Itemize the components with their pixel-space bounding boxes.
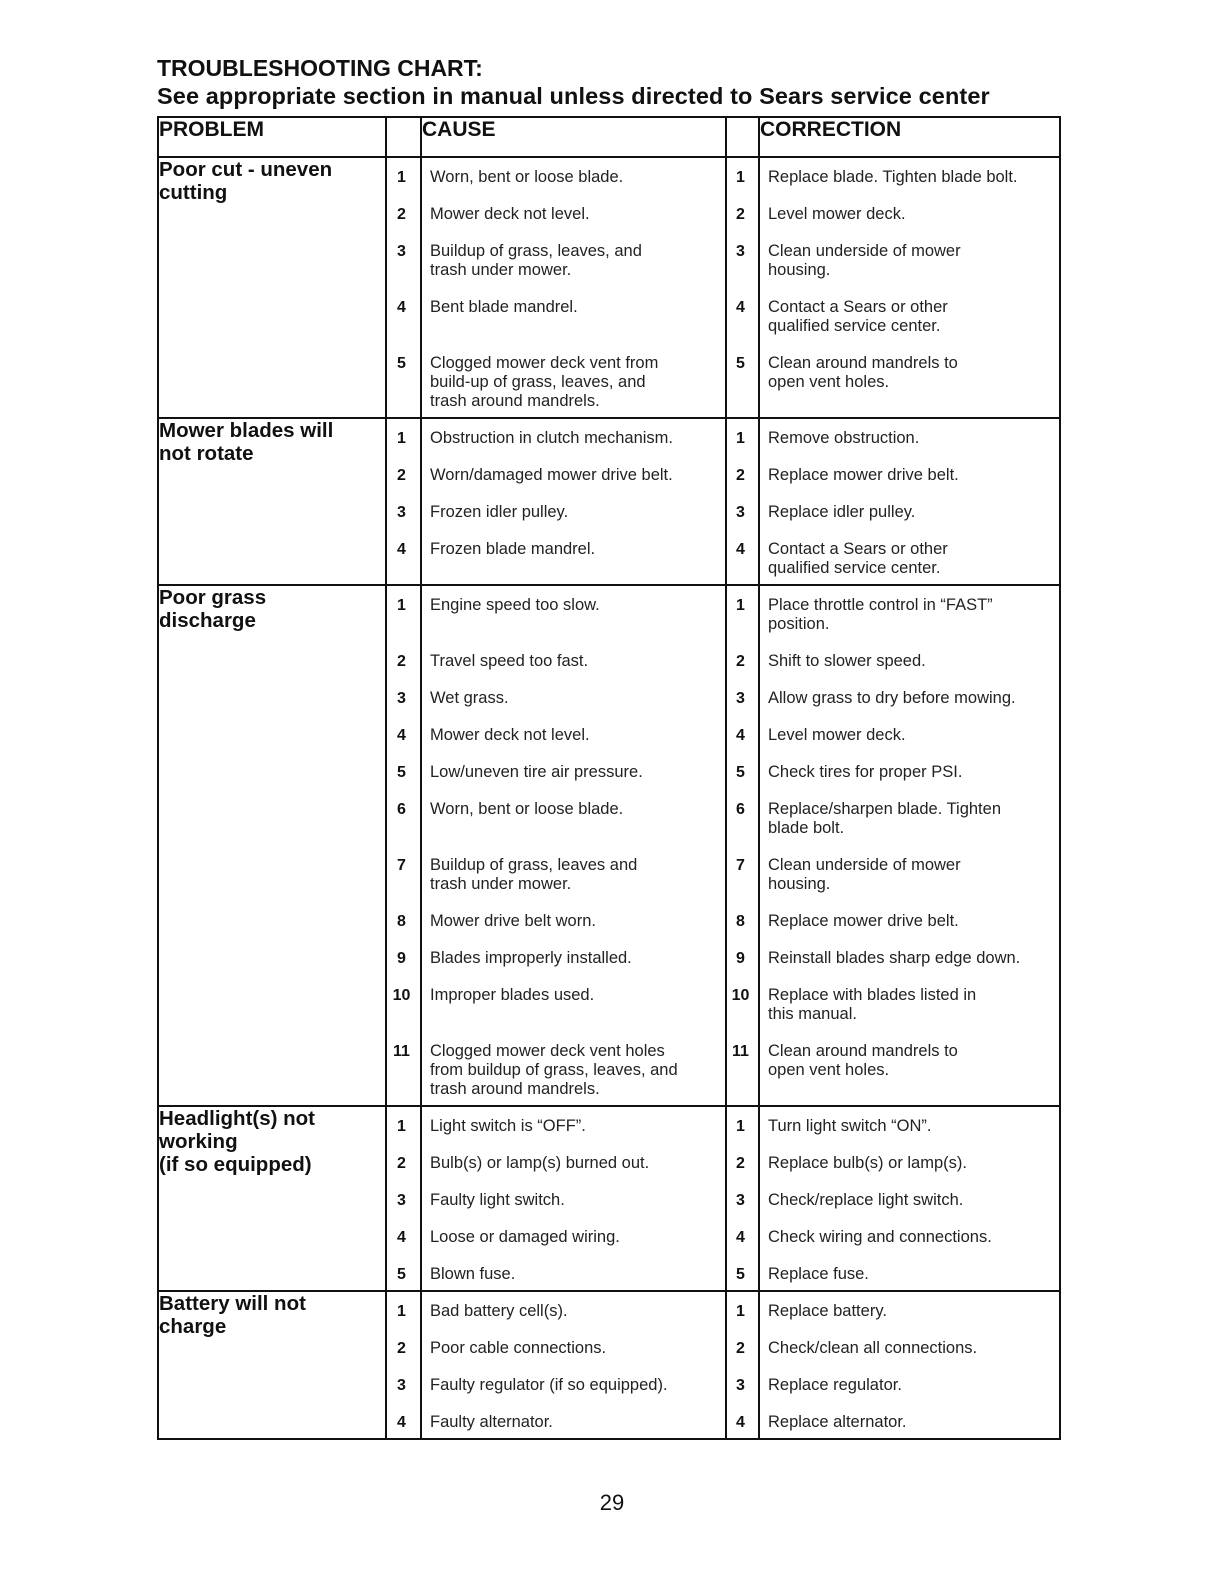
table-row <box>158 585 1060 1106</box>
cause-number: 10 <box>392 987 411 1004</box>
cause-number: 5 <box>397 1266 406 1283</box>
cause-number: 3 <box>397 1192 406 1209</box>
correction-text <box>760 652 1059 671</box>
correction-number: 3 <box>736 1377 745 1394</box>
cause-text <box>422 354 725 411</box>
header-row <box>158 117 1060 157</box>
cause-text-line: Blown fuse. <box>430 1265 516 1283</box>
correction-text-line: Clean around mandrels to <box>768 354 958 372</box>
correction-text <box>760 503 1059 522</box>
correction-text-line: Contact a Sears or other <box>768 298 948 316</box>
correction-text-line: Replace battery. <box>768 1302 887 1320</box>
correction-text-line: Replace idler pulley. <box>768 503 916 521</box>
cause-text <box>422 1154 725 1173</box>
correction-text-cell <box>759 418 1060 585</box>
cause-text-line: Clogged mower deck vent from <box>430 354 659 372</box>
correction-text <box>760 596 1059 634</box>
chart-title <box>157 54 990 110</box>
cause-text-line: Blades improperly installed. <box>430 949 632 967</box>
correction-text-line: Replace regulator. <box>768 1376 902 1394</box>
cause-text-cell <box>421 157 726 418</box>
cause-number: 4 <box>397 727 406 744</box>
correction-text <box>760 763 1059 782</box>
correction-number: 4 <box>736 299 745 316</box>
cause-text <box>422 800 725 838</box>
cause-text-line: Buildup of grass, leaves and <box>430 856 638 874</box>
problem-cell <box>158 418 386 585</box>
correction-number: 3 <box>736 243 745 260</box>
cause-text-line: Faulty regulator (if so equipped). <box>430 1376 668 1394</box>
correction-number: 4 <box>736 1414 745 1431</box>
correction-text <box>760 1339 1059 1358</box>
correction-number-cell <box>726 1106 759 1291</box>
cause-number: 1 <box>397 1303 406 1320</box>
problem-text: discharge <box>159 609 256 632</box>
correction-number: 1 <box>736 597 745 614</box>
cause-text <box>422 540 725 578</box>
cause-number: 1 <box>397 169 406 186</box>
correction-number: 1 <box>736 1303 745 1320</box>
correction-number-cell <box>726 1291 759 1439</box>
correction-text-line: Reinstall blades sharp edge down. <box>768 949 1021 967</box>
correction-text-line: Replace/sharpen blade. Tighten <box>768 800 1001 818</box>
correction-header: CORRECTION <box>759 117 1060 157</box>
table-body <box>158 157 1060 1439</box>
correction-number: 6 <box>736 801 745 818</box>
cause-text-line: Mower deck not level. <box>430 205 590 223</box>
table-row <box>158 1106 1060 1291</box>
cause-text-line: Wet grass. <box>430 689 509 707</box>
cause-text-cell <box>421 418 726 585</box>
cause-text <box>422 298 725 336</box>
correction-text <box>760 1302 1059 1321</box>
correction-text <box>760 1413 1059 1432</box>
cause-text-line: Low/uneven tire air pressure. <box>430 763 643 781</box>
correction-text-line: Shift to slower speed. <box>768 652 926 670</box>
problem-text: Headlight(s) not <box>159 1107 316 1130</box>
correction-number: 2 <box>736 1155 745 1172</box>
correction-number: 5 <box>736 1266 745 1283</box>
problem-text: Poor cut - uneven <box>159 158 333 181</box>
problem-header: PROBLEM <box>158 117 386 157</box>
cause-text-line: Bad battery cell(s). <box>430 1302 568 1320</box>
correction-text <box>760 242 1059 280</box>
correction-text <box>760 856 1059 894</box>
cause-text-line: Light switch is “OFF”. <box>430 1117 586 1135</box>
cause-number: 2 <box>397 1340 406 1357</box>
cause-text-line: Loose or damaged wiring. <box>430 1228 620 1246</box>
cause-text <box>422 1042 725 1099</box>
cause-text-line: Buildup of grass, leaves, and <box>430 242 642 260</box>
problem-text: cutting <box>159 181 228 204</box>
correction-text <box>760 1117 1059 1136</box>
correction-number: 1 <box>736 169 745 186</box>
correction-number-cell <box>726 157 759 418</box>
correction-number: 4 <box>736 727 745 744</box>
correction-number: 4 <box>736 541 745 558</box>
cause-text <box>422 1228 725 1247</box>
correction-text-line: Check tires for proper PSI. <box>768 763 963 781</box>
cause-number: 2 <box>397 1155 406 1172</box>
cause-number-cell <box>386 418 421 585</box>
correction-text-line: Check/replace light switch. <box>768 1191 964 1209</box>
correction-number: 2 <box>736 1340 745 1357</box>
cause-text <box>422 949 725 968</box>
cause-text-line: Mower deck not level. <box>430 726 590 744</box>
correction-text <box>760 689 1059 708</box>
cause-number: 2 <box>397 653 406 670</box>
cause-text <box>422 856 725 894</box>
problem-cell <box>158 585 386 1106</box>
cause-text-line: Obstruction in clutch mechanism. <box>430 429 674 447</box>
cause-number: 4 <box>397 1229 406 1246</box>
cause-text-line: Bent blade mandrel. <box>430 298 578 316</box>
problem-text: (if so equipped) <box>159 1153 312 1176</box>
correction-text <box>760 354 1059 411</box>
correction-text-line: housing. <box>768 261 831 279</box>
cause-text <box>422 205 725 224</box>
cause-number: 5 <box>397 764 406 781</box>
correction-text-cell <box>759 157 1060 418</box>
correction-text <box>760 1042 1059 1099</box>
cause-number: 1 <box>397 597 406 614</box>
cause-number: 2 <box>397 467 406 484</box>
cause-text-line: Worn/damaged mower drive belt. <box>430 466 673 484</box>
problem-cell <box>158 1291 386 1439</box>
cause-text-line: Frozen idler pulley. <box>430 503 569 521</box>
correction-text <box>760 986 1059 1024</box>
correction-text <box>760 168 1059 187</box>
cause-text-line: Worn, bent or loose blade. <box>430 168 624 186</box>
problem-text: Poor grass <box>159 586 267 609</box>
cause-number: 4 <box>397 541 406 558</box>
correction-number-header <box>726 117 759 157</box>
page-number: 29 <box>599 1490 625 1515</box>
correction-text-line: qualified service center. <box>768 317 941 335</box>
correction-text-line: open vent holes. <box>768 373 890 391</box>
table-row <box>158 1291 1060 1439</box>
correction-text <box>760 912 1059 931</box>
title-line-2: See appropriate section in manual unless directed to Sears service center <box>157 83 990 109</box>
cause-number-cell <box>386 157 421 418</box>
correction-text <box>760 800 1059 838</box>
correction-text-line: Place throttle control in “FAST” <box>768 596 993 614</box>
correction-text-line: Replace alternator. <box>768 1413 907 1431</box>
correction-text-line: open vent holes. <box>768 1061 890 1079</box>
cause-number: 4 <box>397 299 406 316</box>
correction-text <box>760 1376 1059 1395</box>
problem-text: Mower blades will <box>159 419 334 442</box>
title-line-1: TROUBLESHOOTING CHART: <box>157 55 483 81</box>
correction-number: 4 <box>736 1229 745 1246</box>
correction-number-cell <box>726 585 759 1106</box>
correction-number: 2 <box>736 467 745 484</box>
correction-text <box>760 1154 1059 1173</box>
cause-text <box>422 986 725 1024</box>
cause-number: 3 <box>397 1377 406 1394</box>
correction-text-cell <box>759 1106 1060 1291</box>
cause-text-line: from buildup of grass, leaves, and <box>430 1061 678 1079</box>
correction-number: 3 <box>736 1192 745 1209</box>
cause-text-line: Bulb(s) or lamp(s) burned out. <box>430 1154 650 1172</box>
cause-number-cell <box>386 1291 421 1439</box>
correction-number-cell <box>726 418 759 585</box>
cause-text <box>422 1302 725 1321</box>
cause-text <box>422 466 725 485</box>
correction-text-line: blade bolt. <box>768 819 845 837</box>
cause-text-line: Worn, bent or loose blade. <box>430 800 624 818</box>
cause-number: 3 <box>397 504 406 521</box>
correction-number: 1 <box>736 430 745 447</box>
cause-text-cell <box>421 1106 726 1291</box>
correction-text-line: Replace bulb(s) or lamp(s). <box>768 1154 967 1172</box>
correction-text <box>760 726 1059 745</box>
cause-number: 3 <box>397 690 406 707</box>
problem-text: working <box>159 1130 238 1153</box>
cause-text <box>422 1413 725 1432</box>
correction-number: 2 <box>736 653 745 670</box>
correction-text-line: Clean underside of mower <box>768 242 961 260</box>
correction-text-line: Replace blade. Tighten blade bolt. <box>768 168 1018 186</box>
cause-text <box>422 689 725 708</box>
problem-text: Battery will not <box>159 1292 306 1315</box>
correction-number: 5 <box>736 764 745 781</box>
correction-text-line: Contact a Sears or other <box>768 540 948 558</box>
cause-number: 4 <box>397 1414 406 1431</box>
cause-header: CAUSE <box>421 117 726 157</box>
cause-text <box>422 429 725 448</box>
cause-text <box>422 503 725 522</box>
correction-text-line: Check wiring and connections. <box>768 1228 992 1246</box>
correction-text-line: Remove obstruction. <box>768 429 920 447</box>
cause-number: 8 <box>397 913 406 930</box>
correction-text <box>760 1191 1059 1210</box>
cause-text-line: Faulty light switch. <box>430 1191 565 1209</box>
cause-text <box>422 912 725 931</box>
cause-text <box>422 652 725 671</box>
correction-number: 7 <box>736 857 745 874</box>
cause-number-header <box>386 117 421 157</box>
cause-text <box>422 168 725 187</box>
cause-text-line: build-up of grass, leaves, and <box>430 373 646 391</box>
cause-text <box>422 242 725 280</box>
correction-text-line: housing. <box>768 875 831 893</box>
correction-text-line: Level mower deck. <box>768 205 906 223</box>
correction-text-line: Replace mower drive belt. <box>768 912 959 930</box>
cause-text <box>422 596 725 634</box>
correction-number: 1 <box>736 1118 745 1135</box>
correction-text <box>760 1265 1059 1284</box>
problem-text: charge <box>159 1315 227 1338</box>
cause-text-line: trash around mandrels. <box>430 392 600 410</box>
cause-text-line: trash under mower. <box>430 875 572 893</box>
correction-text-line: Replace with blades listed in <box>768 986 977 1004</box>
correction-text-line: qualified service center. <box>768 559 941 577</box>
cause-text <box>422 726 725 745</box>
cause-text-line: trash around mandrels. <box>430 1080 600 1098</box>
problem-text: not rotate <box>159 442 254 465</box>
cause-text <box>422 1339 725 1358</box>
correction-text <box>760 949 1059 968</box>
correction-number: 9 <box>736 950 745 967</box>
cause-number: 1 <box>397 1118 406 1135</box>
correction-text-line: Check/clean all connections. <box>768 1339 978 1357</box>
cause-number: 7 <box>397 857 406 874</box>
cause-text-line: Faulty alternator. <box>430 1413 553 1431</box>
table-row <box>158 418 1060 585</box>
correction-number: 3 <box>736 504 745 521</box>
cause-number: 1 <box>397 430 406 447</box>
correction-text-cell <box>759 585 1060 1106</box>
cause-number-cell <box>386 585 421 1106</box>
cause-text-cell <box>421 585 726 1106</box>
cause-number: 9 <box>397 950 406 967</box>
correction-text-line: this manual. <box>768 1005 857 1023</box>
correction-number: 2 <box>736 206 745 223</box>
correction-number: 11 <box>732 1043 749 1060</box>
correction-text-line: Clean underside of mower <box>768 856 961 874</box>
cause-number-cell <box>386 1106 421 1291</box>
correction-text-line: Clean around mandrels to <box>768 1042 958 1060</box>
cause-number: 2 <box>397 206 406 223</box>
cause-text-line: Improper blades used. <box>430 986 595 1004</box>
correction-number: 5 <box>736 355 745 372</box>
correction-text <box>760 540 1059 578</box>
cause-number: 6 <box>397 801 406 818</box>
troubleshooting-table <box>157 116 1061 1440</box>
cause-number: 3 <box>397 243 406 260</box>
cause-text-line: Frozen blade mandrel. <box>430 540 596 558</box>
cause-text-cell <box>421 1291 726 1439</box>
correction-text-line: Allow grass to dry before mowing. <box>768 689 1016 707</box>
correction-text-line: position. <box>768 615 830 633</box>
correction-text <box>760 205 1059 224</box>
correction-text <box>760 466 1059 485</box>
correction-number: 3 <box>736 690 745 707</box>
correction-text-line: Turn light switch “ON”. <box>768 1117 932 1135</box>
cause-number: 11 <box>393 1043 410 1060</box>
cause-text <box>422 1265 725 1284</box>
problem-cell <box>158 157 386 418</box>
cause-text-line: Travel speed too fast. <box>430 652 589 670</box>
cause-text-line: Engine speed too slow. <box>430 596 600 614</box>
correction-number: 8 <box>736 913 745 930</box>
correction-number: 10 <box>731 987 750 1004</box>
cause-text-line: Mower drive belt worn. <box>430 912 596 930</box>
problem-cell <box>158 1106 386 1291</box>
correction-text-cell <box>759 1291 1060 1439</box>
cause-text <box>422 1376 725 1395</box>
correction-text <box>760 1228 1059 1247</box>
table-row <box>158 157 1060 418</box>
cause-text <box>422 763 725 782</box>
cause-number: 5 <box>397 355 406 372</box>
correction-text <box>760 429 1059 448</box>
cause-text <box>422 1191 725 1210</box>
correction-text-line: Replace mower drive belt. <box>768 466 959 484</box>
correction-text-line: Replace fuse. <box>768 1265 869 1283</box>
cause-text <box>422 1117 725 1136</box>
cause-text-line: Clogged mower deck vent holes <box>430 1042 665 1060</box>
cause-text-line: trash under mower. <box>430 261 572 279</box>
correction-text-line: Level mower deck. <box>768 726 906 744</box>
cause-text-line: Poor cable connections. <box>430 1339 607 1357</box>
correction-text <box>760 298 1059 336</box>
